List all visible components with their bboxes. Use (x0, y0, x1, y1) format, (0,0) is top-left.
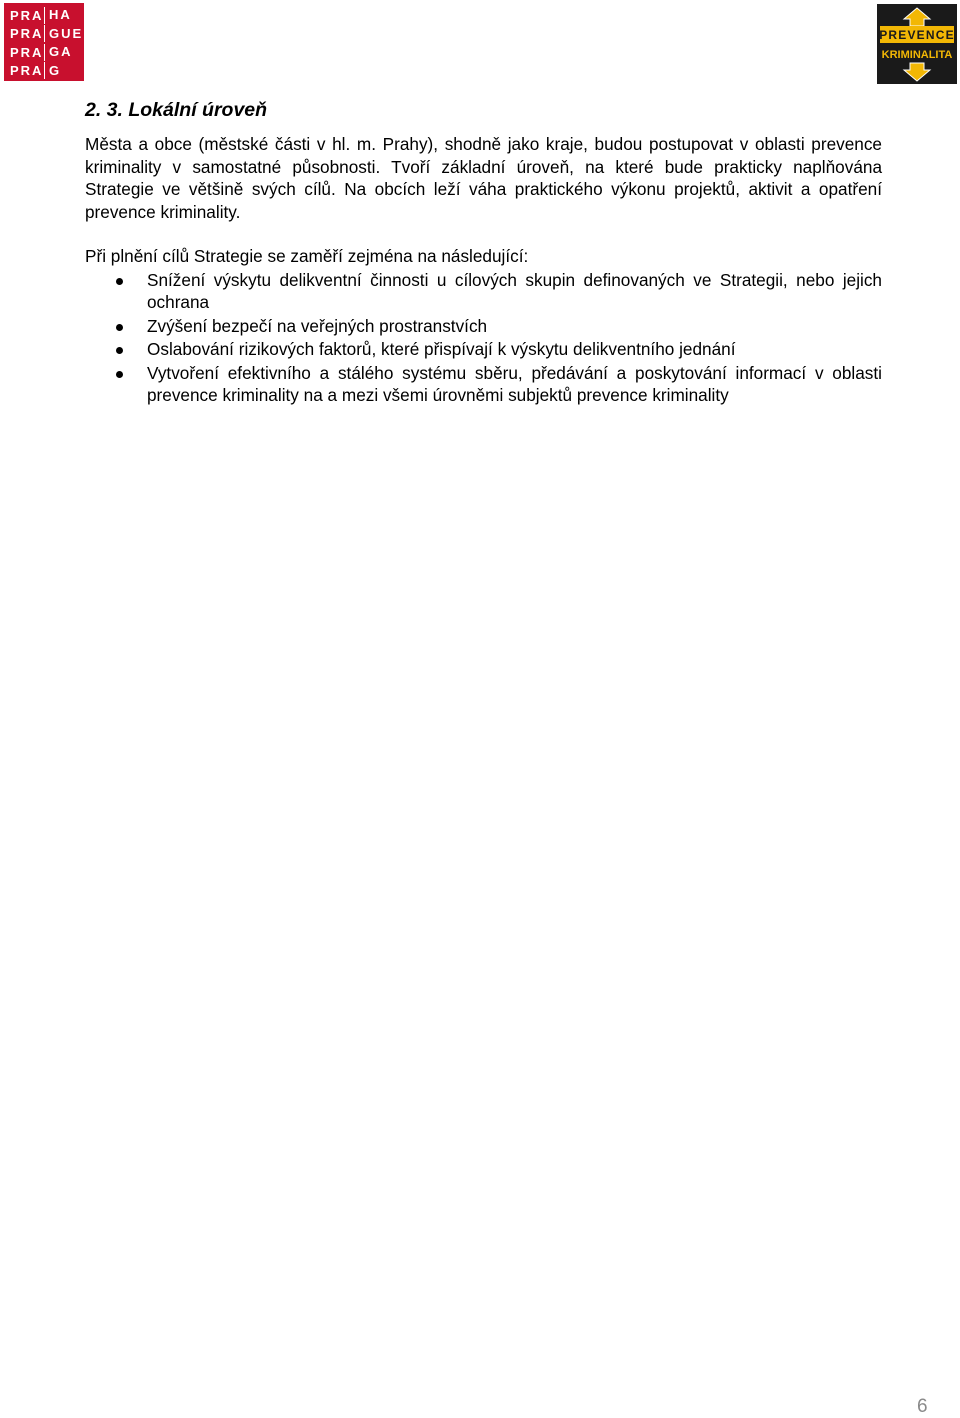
section-paragraph: Města a obce (městské části v hl. m. Prahy), shodně jako kraje, budou postupovat v oblasti prevence kriminality v samostatné působnosti. Tvoří základní úroveň, na které bude prakticky naplňována Strategie ve většině svých cílů. Na obcích leží váha praktického výkonu projektů, aktivit a opatření prevence kriminality. (85, 134, 882, 222)
prevence-logo-graphic (877, 4, 957, 84)
list-item-text: Vytvoření efektivního a stálého systému sběru, předávání a poskytování informací v oblasti prevence kriminality na a mezi všemi úrovněmi subjektů prevence kriminality (147, 362, 882, 405)
logo-text: G (49, 62, 62, 78)
list-item (85, 362, 882, 407)
goals-block (85, 245, 882, 407)
logo-line2: KRIMINALITA (881, 49, 953, 61)
logo-text: PRA (10, 44, 44, 60)
prevence-kriminality-logo (877, 4, 957, 84)
praha-logo (4, 3, 84, 81)
logo-row (10, 25, 84, 44)
logo-text: HA (49, 7, 72, 23)
logo-row (10, 43, 84, 62)
bullet-icon (116, 347, 123, 354)
goals-intro: Při plnění cílů Strategie se zaměří zejména na následující: (85, 246, 529, 266)
logo-text: PRA (10, 63, 44, 79)
list-item-text: Zvýšení bezpečí na veřejných prostranstvích (147, 315, 488, 336)
logo-line1: PREVENCE (879, 28, 955, 42)
list-item-text: Snížení výskytu delikventní činnosti u cílových skupin definovaných ve Strategii, nebo jejich ochrana (147, 269, 882, 312)
logo-row (10, 62, 84, 81)
page-number: 6 (917, 1396, 928, 1417)
bullet-icon (116, 324, 123, 331)
logo-text: PRA (10, 26, 44, 42)
list-item (85, 269, 882, 314)
bullet-icon (116, 278, 123, 285)
goals-list (85, 269, 882, 407)
bullet-icon (116, 371, 123, 378)
logo-text: PRA (10, 7, 44, 23)
list-item (85, 315, 882, 338)
logo-text: GA (49, 44, 73, 60)
logo-row (10, 6, 84, 25)
list-item (85, 338, 882, 361)
list-item-text: Oslabování rizikových faktorů, které přispívají k výskytu delikventního jednání (147, 339, 736, 359)
section-heading: 2. 3. Lokální úroveň (85, 99, 268, 121)
logo-text: GUE (49, 25, 84, 41)
